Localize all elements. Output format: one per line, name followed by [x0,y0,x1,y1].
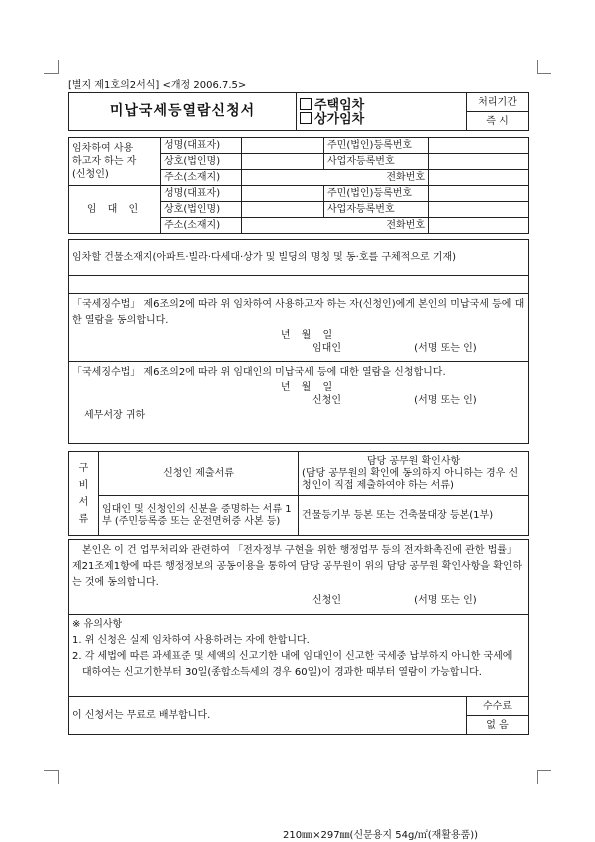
admin-consent-section [69,540,529,615]
landlord-signature-line [72,342,525,355]
free-distribution-note: 이 신청서는 무료로 배부합니다. [69,697,467,735]
applicant-doc-item: 임대인 및 신청인의 신분을 증명하는 서류 1부 (주민등록증 또는 운전면허증 사본 등) [99,496,299,536]
property-location-label: 임차할 건물소재지(아파트·빌라·다세대·상가 및 빌딩의 명칭 및 동·호를 구체적으로 기재) [69,240,529,276]
applicant-address-label: 주소(소재지) [161,170,242,186]
form-title: 미납국세등열람신청서 [69,93,297,131]
option-housing[interactable] [300,98,463,112]
applicant-business-no-field[interactable] [429,154,529,170]
landlord-resident-no-field[interactable] [429,186,529,202]
landlord-name-field[interactable] [242,186,324,202]
notes-header: ※ 유의사항 [72,619,123,630]
fee-value: 없 음 [467,716,529,735]
admin-signature-line [72,591,525,607]
applicant-sign-note: (서명 또는 인) [414,395,477,406]
applicant-trade-name-field[interactable] [242,154,324,170]
officer-doc-item: 건물등기부 등본 또는 건축물대장 등본(1부) [299,496,529,536]
option-commercial[interactable] [300,112,463,126]
option-commercial-label: 상가임차 [314,111,365,127]
note-item: 1. 위 신청은 실제 임차하여 사용하려는 자에 한합니다. [72,635,310,646]
officer-check-note: (담당 공무원의 확인에 동의하지 아니하는 경우 신청인이 직접 제출하여야 하는 서류) [302,467,519,491]
landlord-resident-no-label: 주민(법인)등록번호 [324,186,429,202]
landlord-phone-field[interactable] [429,218,529,234]
landlord-business-no-label: 사업자등록번호 [324,202,429,218]
applicant-signer-label: 신청인 [312,395,341,406]
applicant-address-field[interactable] [242,170,429,186]
applicant-name-field[interactable] [242,138,324,154]
applicant-docs-header: 신청인 제출서류 [99,452,299,496]
form-header-note: [별지 제1호의2서식] <개정 2006.7.5> [68,80,247,91]
processing-period-value: 즉 시 [467,112,529,131]
application-section [69,362,529,444]
statement-block [68,239,529,444]
property-location-field[interactable] [69,276,529,294]
landlord-address-field[interactable] [242,218,429,234]
officer-check-header [299,452,529,496]
landlord-sign-note: (서명 또는 인) [414,343,477,354]
landlord-name-label: 성명(대표자) [161,186,242,202]
applicant-phone-label: 전화번호 [386,172,425,183]
crop-mark [44,73,58,74]
landlord-consent-section [69,294,529,362]
application-text: 「국세징수법」 제6조의2에 따라 위 임대인의 미납국세 등에 대한 열람을 신청합니다. [72,367,446,378]
admin-signer-label: 신청인 [312,595,341,606]
admin-consent-text: 본인은 이 건 업무처리와 관련하여 「전자정부 구현을 위한 행정업무 등의 전자화촉진에 관한 법률」 제21조제1항에 따른 행정정보의 공동이용을 통하여 담당 공무원이 위의 담당 공무원 확인사항을 확인하는 것에 동의합니다. [72,545,523,588]
title-block [68,92,529,131]
landlord-consent-text: 「국세징수법」 제6조의2에 따라 위 임차하여 사용하고자 하는 자(신청인)에게 본인의 미납국세 등에 대한 열람을 동의합니다. [72,299,525,326]
officer-check-title: 담당 공무원 확인사항 [366,455,461,467]
crop-mark [58,770,59,784]
checkbox-icon[interactable] [300,112,312,124]
parties-block [68,137,529,234]
landlord-label: 임 대 인 [69,186,161,234]
addressee: 세무서장 귀하 [84,410,146,421]
applicant-phone-field[interactable] [429,170,529,186]
documents-label: 구비서류 [69,452,99,536]
crop-mark [537,73,551,74]
crop-mark [537,770,538,784]
processing-period-label: 처리기간 [467,93,529,112]
note-item: 2. 각 세법에 따른 과세표준 및 세액의 신고기한 내에 임대인이 신고한 국세중 납부하지 아니한 국세에 대하여는 신고기한부터 30일(종합소득세의 경우 60일)이 경과한 때부터 열람이 가능합니다. [72,651,513,678]
option-housing-label: 주택임차 [314,97,365,113]
applicant-business-no-label: 사업자등록번호 [324,154,429,170]
application-type-options [297,93,467,131]
applicant-name-label: 성명(대표자) [161,138,242,154]
landlord-business-no-field[interactable] [429,202,529,218]
crop-mark [58,60,59,74]
applicant-resident-no-field[interactable] [429,138,529,154]
landlord-address-label: 주소(소재지) [161,218,242,234]
applicant-resident-no-label: 주민(법인)등록번호 [324,138,429,154]
landlord-trade-name-label: 상호(법인명) [161,202,242,218]
applicant-trade-name-label: 상호(법인명) [161,154,242,170]
landlord-signer-label: 임대인 [312,343,341,354]
fee-label: 수수료 [467,697,529,716]
crop-mark [537,60,538,74]
applicant-signature-line [72,394,525,407]
crop-mark [44,770,58,771]
landlord-consent-date: 년 월 일 [280,330,337,341]
crop-mark [537,770,551,771]
notes-section [69,615,529,697]
applicant-label: 임차하여 사용 하고자 하는 자 (신청인) [69,138,161,186]
landlord-trade-name-field[interactable] [242,202,324,218]
application-date: 년 월 일 [280,382,337,393]
landlord-phone-label: 전화번호 [386,220,425,231]
checkbox-icon[interactable] [300,98,312,110]
paper-size-note: 210㎜×297㎜(신문용지 54g/㎡(재활용품)) [283,830,479,841]
admin-consent-block [68,539,529,697]
fee-block [68,696,529,735]
documents-block [68,451,529,536]
admin-sign-note: (서명 또는 인) [414,595,477,606]
